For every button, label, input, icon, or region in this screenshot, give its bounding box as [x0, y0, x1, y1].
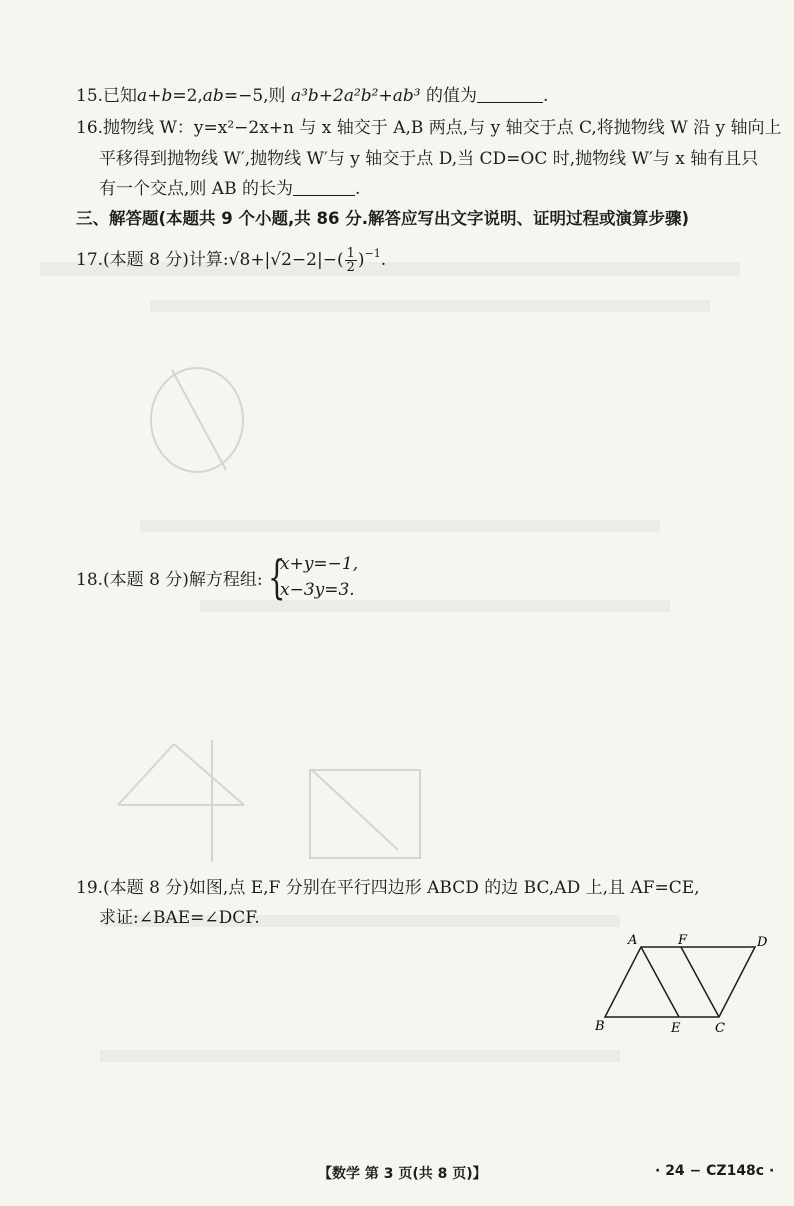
- q17-abs-term: +|√2−2|−(: [250, 250, 344, 270]
- q15-answer-blank[interactable]: [477, 86, 543, 103]
- footer-code: · 24 − CZ148c ·: [655, 1163, 775, 1179]
- question-16-line-1: 16.抛物线 W：y=x²−2x+n 与 x 轴交于 A,B 两点,与 y 轴交于点 C,将抛物线 W 沿 y 轴向上: [76, 118, 782, 138]
- q17-denominator: 2: [346, 260, 355, 275]
- q15-text: =−5,则: [223, 86, 286, 106]
- q15-var: ab: [202, 86, 224, 106]
- q15-expression: a³b+2a²b²+ab³: [290, 86, 421, 106]
- question-16-line-2: 平移得到抛物线 W′,抛物线 W′与 y 轴交于点 D,当 CD=OC 时,抛物线 W′与 x 轴有且只: [99, 149, 759, 169]
- q17-prefix: 17.(本题 8 分)计算:: [76, 250, 229, 270]
- q15-text: =2,: [172, 86, 203, 106]
- label-a: A: [628, 933, 638, 948]
- q16-answer-blank[interactable]: [293, 179, 355, 196]
- q16-period: .: [354, 179, 361, 199]
- q15-var: b: [161, 86, 173, 106]
- question-17: [76, 242, 386, 274]
- q15-text: 的值为: [425, 86, 477, 106]
- q18-brace: {: [268, 550, 286, 604]
- q16-text: 有一个交点,则 AB 的长为: [99, 179, 293, 199]
- label-e: E: [671, 1021, 681, 1036]
- label-c: C: [715, 1021, 725, 1036]
- question-19-line-2: 求证:∠BAE=∠DCF.: [99, 908, 260, 928]
- q18-equation-1: x+y=−1,: [280, 554, 359, 574]
- q15-period: .: [542, 86, 549, 106]
- q17-period: .: [380, 250, 387, 270]
- q15-number: 15.: [76, 86, 104, 106]
- q18-equation-2: x−3y=3.: [280, 580, 355, 600]
- label-f: F: [678, 933, 688, 948]
- question-15: [76, 84, 548, 108]
- q15-text: 已知: [103, 86, 138, 106]
- question-16-line-3: [99, 177, 360, 201]
- question-18-prefix: 18.(本题 8 分)解方程组:: [76, 570, 263, 590]
- segment-fc: [681, 947, 719, 1017]
- q15-var: a: [137, 86, 148, 106]
- parallelogram-abcd: [605, 947, 755, 1017]
- label-b: B: [595, 1019, 605, 1034]
- q17-paren: ): [357, 250, 365, 270]
- label-d: D: [757, 935, 768, 950]
- section-3-heading: 三、解答题(本题共 9 个小题,共 86 分.解答应写出文字说明、证明过程或演算步骤): [76, 209, 690, 228]
- q17-exponent: −1: [364, 247, 381, 260]
- segment-ae: [641, 947, 679, 1017]
- question-19-line-1: 19.(本题 8 分)如图,点 E,F 分别在平行四边形 ABCD 的边 BC,AD 上,且 AF=CE,: [76, 878, 700, 898]
- q17-numerator: 1: [346, 246, 355, 261]
- footer-page-info: 【数学 第 3 页(共 8 页)】: [318, 1166, 487, 1182]
- q17-fraction: [345, 247, 357, 274]
- parallelogram-figure: [595, 930, 794, 1040]
- q17-sqrt-8: √8: [228, 250, 251, 270]
- q15-text: +: [147, 86, 162, 106]
